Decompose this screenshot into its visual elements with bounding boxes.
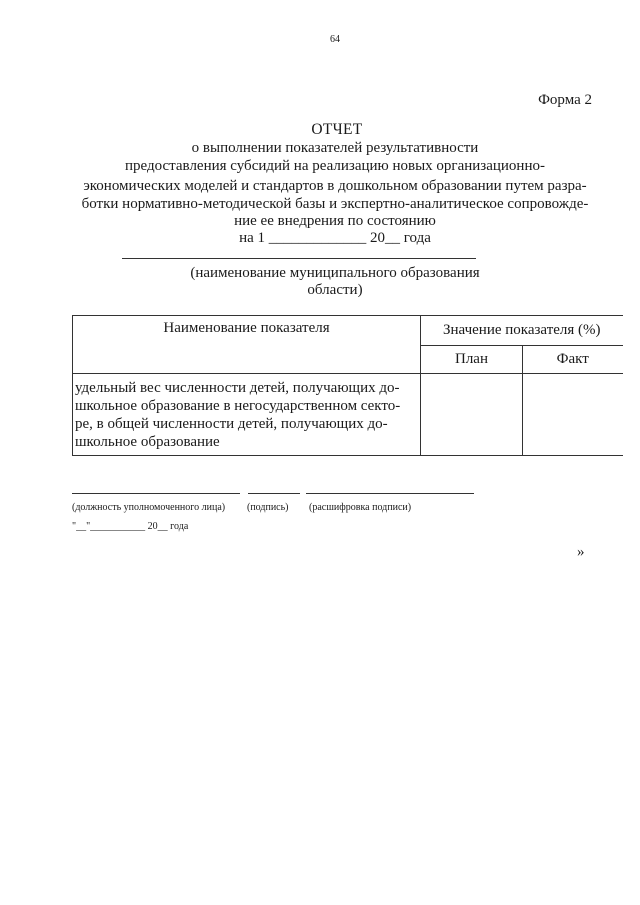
signature-line [248, 493, 300, 494]
municipality-caption-line-2: области) [307, 282, 363, 298]
indicator-header-label: Наименование показателя [163, 320, 330, 336]
table-header-row [73, 316, 623, 346]
fact-value-cell [523, 374, 623, 456]
report-title: ОТЧЕТ [311, 121, 363, 138]
indicator-header-cell [73, 316, 421, 374]
municipality-caption-line-1: (наименование муниципального образования [190, 265, 480, 281]
table-row [73, 374, 623, 456]
report-date-line: на 1 _____________ 20__ года [239, 230, 431, 246]
form-label: Форма 2 [538, 92, 592, 108]
indicator-text-line: школьное образование [75, 434, 220, 450]
name-caption: (расшифровка подписи) [309, 502, 412, 513]
plan-header-cell [421, 346, 523, 374]
report-subtitle-line-4: ботки нормативно-методической базы и экспертно-аналитическое сопровожде- [81, 196, 589, 212]
signature-caption: (подпись) [247, 502, 289, 513]
position-signature-line [72, 493, 240, 494]
report-subtitle-line-2: предоставления субсидий на реализацию новых организационно- [125, 158, 545, 174]
fact-header-label: Факт [556, 351, 589, 367]
municipality-underline [122, 258, 476, 259]
name-signature-line [306, 493, 474, 494]
indicator-text-line: удельный вес численности детей, получающих до- [75, 380, 400, 396]
plan-value-cell [421, 374, 523, 456]
report-subtitle-line-3: экономических моделей и стандартов в дошкольном образовании путем разра- [83, 178, 587, 194]
report-subtitle-line-5: ние ее внедрения по состоянию [234, 213, 436, 229]
indicator-table [72, 315, 623, 456]
signature-date-line: "__"___________ 20__ года [72, 521, 189, 532]
closing-quote-mark: » [577, 544, 585, 560]
value-header-cell [421, 316, 623, 346]
page-number: 64 [330, 34, 340, 45]
value-header-label: Значение показателя (%) [442, 322, 601, 338]
indicator-text-line: школьное образование в негосударственном секто- [75, 398, 401, 414]
position-caption: (должность уполномоченного лица) [72, 502, 226, 513]
report-subtitle-line-1: о выполнении показателей результативности [191, 140, 479, 156]
plan-header-label: План [454, 351, 488, 367]
indicator-cell [73, 374, 421, 456]
fact-header-cell [523, 346, 623, 374]
indicator-text-line: ре, в общей численности детей, получающих до- [75, 416, 388, 432]
